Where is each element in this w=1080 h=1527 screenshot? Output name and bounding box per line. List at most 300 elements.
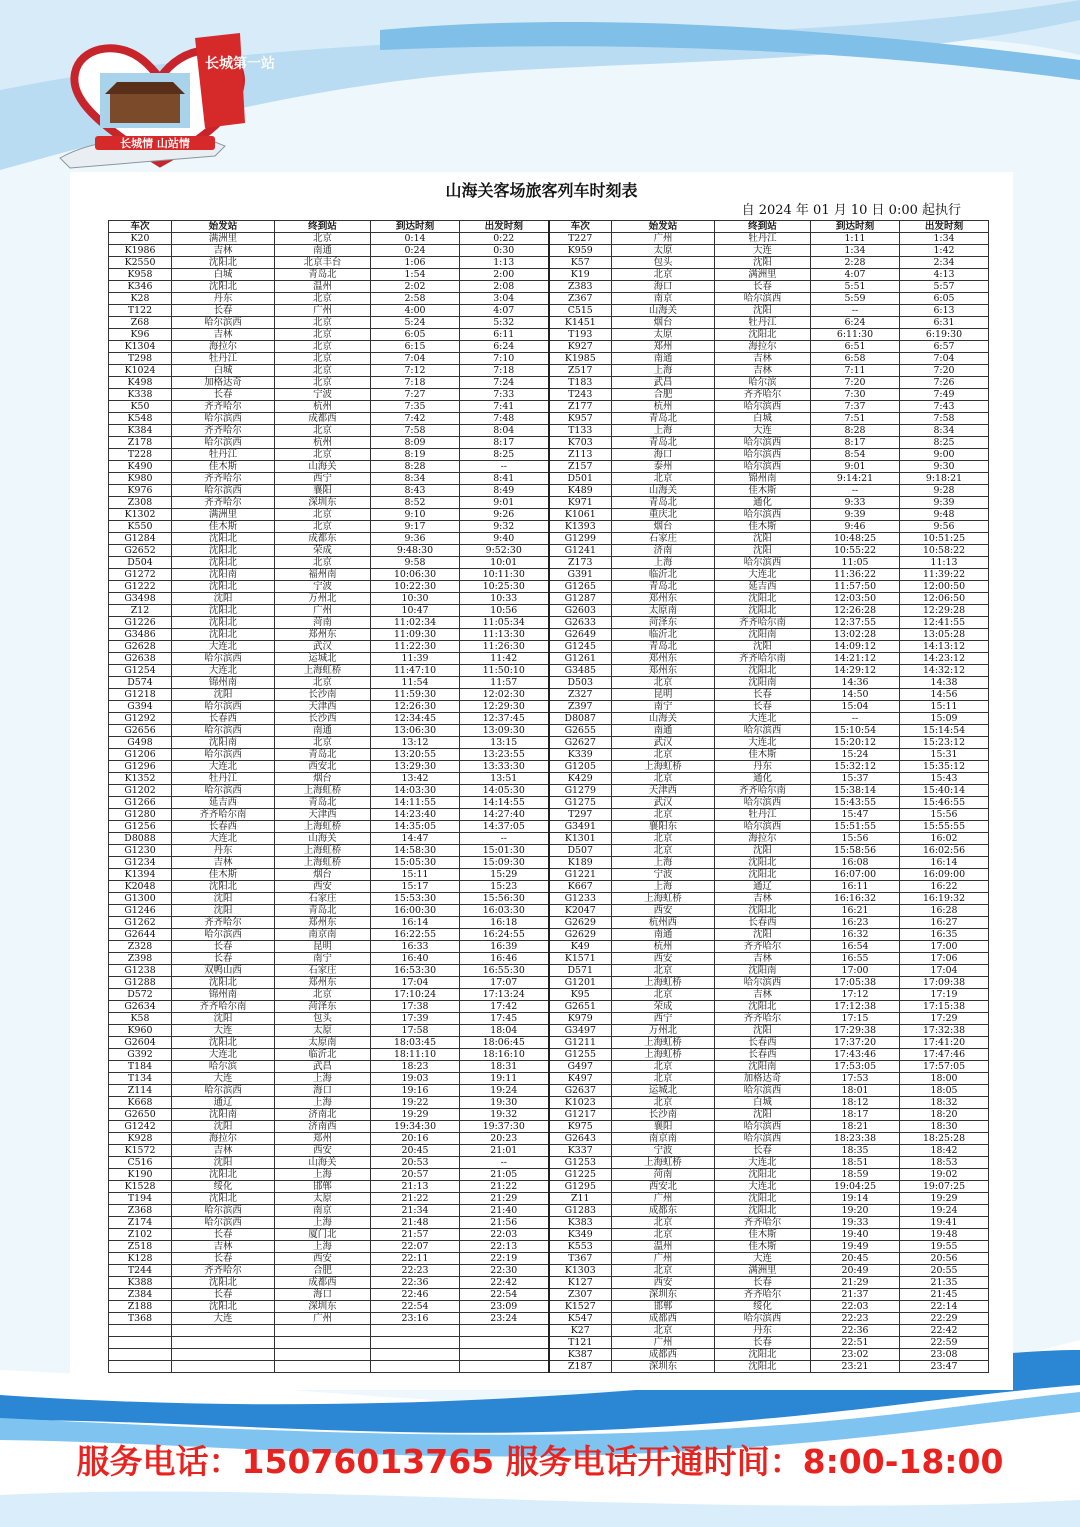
table-cell: 2:00 (460, 269, 549, 281)
table-cell: 北京 (275, 449, 371, 461)
table-row (109, 569, 989, 581)
table-cell: 北京 (612, 749, 715, 761)
table-cell: 齐齐哈尔 (172, 917, 275, 929)
table-cell: 6:57 (900, 341, 989, 353)
table-cell: 白城 (715, 1097, 811, 1109)
table-cell: 18:30 (900, 1121, 989, 1133)
table-cell: 齐齐哈尔 (715, 941, 811, 953)
table-cell: 17:12 (811, 989, 900, 1001)
table-cell: G1230 (109, 845, 172, 857)
table-cell: 17:29 (900, 1013, 989, 1025)
table-cell: 沈阳北 (172, 617, 275, 629)
table-cell: 10:47 (371, 605, 460, 617)
table-cell: 19:55 (900, 1241, 989, 1253)
table-cell: 沈阳北 (172, 1193, 275, 1205)
table-cell: 21:34 (371, 1205, 460, 1217)
table-cell: G1292 (109, 713, 172, 725)
table-cell: K1985 (549, 353, 612, 365)
table-cell: 海口 (275, 1289, 371, 1301)
table-cell: 15:35:12 (900, 761, 989, 773)
table-cell: K1393 (549, 521, 612, 533)
table-cell (109, 1349, 172, 1361)
table-cell: 沈阳 (715, 1109, 811, 1121)
page-title: 山海关客场旅客列车时刻表 (445, 181, 638, 200)
table-cell: 18:59 (811, 1169, 900, 1181)
table-cell: 18:03:45 (371, 1037, 460, 1049)
table-cell: K497 (549, 1073, 612, 1085)
table-cell: G3485 (549, 665, 612, 677)
table-cell: 成都西 (275, 1277, 371, 1289)
table-cell: 8:54 (811, 449, 900, 461)
table-cell: 山海关 (612, 485, 715, 497)
table-cell: 16:46 (460, 953, 549, 965)
table-cell: 沈阳 (715, 257, 811, 269)
table-cell: 7:04 (900, 353, 989, 365)
table-cell: G1211 (549, 1037, 612, 1049)
table-row (109, 521, 989, 533)
table-cell: 18:04 (460, 1025, 549, 1037)
table-cell: 长沙南 (612, 1109, 715, 1121)
table-cell: 北京 (275, 317, 371, 329)
table-cell: 杭州 (275, 401, 371, 413)
table-cell: Z398 (109, 953, 172, 965)
table-cell: 22:30 (460, 1265, 549, 1277)
table-cell: 16:35 (900, 929, 989, 941)
table-cell: 15:11 (900, 701, 989, 713)
table-cell: Z157 (549, 461, 612, 473)
table-cell: 16:11 (811, 881, 900, 893)
table-cell: 9:39 (811, 509, 900, 521)
table-row (109, 1241, 989, 1253)
table-cell: 22:36 (811, 1325, 900, 1337)
table-row (109, 509, 989, 521)
table-cell: 15:43:55 (811, 797, 900, 809)
table-cell: 沈阳 (715, 641, 811, 653)
table-cell (275, 1349, 371, 1361)
table-cell: 16:54 (811, 941, 900, 953)
table-cell: 上海虹桥 (612, 893, 715, 905)
table-cell: 11:42 (460, 653, 549, 665)
table-cell: G1218 (109, 689, 172, 701)
table-cell: 齐齐哈尔 (715, 1289, 811, 1301)
table-cell: 齐齐哈尔 (715, 389, 811, 401)
table-cell: 烟台 (612, 521, 715, 533)
table-cell: 15:09:30 (460, 857, 549, 869)
column-header: 出发时刻 (900, 221, 989, 233)
table-cell: 佳木斯 (715, 521, 811, 533)
table-cell: 18:16:10 (460, 1049, 549, 1061)
service-phone-banner: 服务电话：15076013765 服务电话开通时间：8:00-18:00 (76, 1442, 1004, 1481)
table-cell: G1283 (549, 1205, 612, 1217)
table-cell: 南通 (612, 929, 715, 941)
column-header: 终到站 (715, 221, 811, 233)
table-cell: 18:32 (900, 1097, 989, 1109)
table-row (109, 533, 989, 545)
table-cell: G1201 (549, 977, 612, 989)
table-cell: 长春 (715, 701, 811, 713)
table-cell: 14:03:30 (371, 785, 460, 797)
table-cell: 郑州东 (612, 653, 715, 665)
table-cell: 海拉尔 (715, 833, 811, 845)
table-cell: 11:36:22 (811, 569, 900, 581)
table-cell: K958 (109, 269, 172, 281)
table-cell: 天津西 (275, 701, 371, 713)
table-cell: 12:03:50 (811, 593, 900, 605)
table-cell: 19:34:30 (371, 1121, 460, 1133)
table-cell: 长沙西 (275, 713, 371, 725)
table-cell: 18:31 (460, 1061, 549, 1073)
table-cell: 长春 (715, 281, 811, 293)
table-cell: 21:56 (460, 1217, 549, 1229)
table-cell: G1234 (109, 857, 172, 869)
table-cell: 菏泽东 (612, 617, 715, 629)
table-cell: 长春西 (715, 917, 811, 929)
table-cell: 齐齐哈尔南 (172, 809, 275, 821)
column-header: 始发站 (612, 221, 715, 233)
table-cell: 青岛北 (612, 497, 715, 509)
table-cell: 17:04 (371, 977, 460, 989)
table-cell: 临沂北 (612, 569, 715, 581)
table-cell: 上海虹桥 (612, 761, 715, 773)
table-cell: 14:47 (371, 833, 460, 845)
table-cell: G391 (549, 569, 612, 581)
table-cell: 菏南 (612, 1169, 715, 1181)
table-cell: 6:19:30 (900, 329, 989, 341)
table-cell: K548 (109, 413, 172, 425)
table-cell: 19:22 (371, 1097, 460, 1109)
table-cell: T194 (109, 1193, 172, 1205)
table-cell: K498 (109, 377, 172, 389)
table-row (109, 449, 989, 461)
table-cell: 温州 (275, 281, 371, 293)
table-cell: 18:25:28 (900, 1133, 989, 1145)
table-cell: 满洲里 (172, 233, 275, 245)
table-cell: T133 (549, 425, 612, 437)
table-cell: 11:59:30 (371, 689, 460, 701)
table-row (109, 473, 989, 485)
table-cell: 12:37:55 (811, 617, 900, 629)
table-cell: 19:04:25 (811, 1181, 900, 1193)
table-cell: 7:37 (811, 401, 900, 413)
table-row (109, 869, 989, 881)
column-header: 到达时刻 (371, 221, 460, 233)
table-cell: K1571 (549, 953, 612, 965)
table-cell: 万州北 (275, 593, 371, 605)
table-cell: 青岛北 (275, 797, 371, 809)
table-cell: G2649 (549, 629, 612, 641)
table-cell: 上海 (275, 1217, 371, 1229)
table-cell: 大连北 (715, 569, 811, 581)
table-cell: T122 (109, 305, 172, 317)
table-cell: 16:55:30 (460, 965, 549, 977)
table-cell: 宁波 (612, 1145, 715, 1157)
table-cell: K429 (549, 773, 612, 785)
table-cell: 北京 (275, 557, 371, 569)
table-cell: 郑州东 (612, 593, 715, 605)
table-cell: K553 (549, 1241, 612, 1253)
effective-date: 自 2024 年 01 月 10 日 0:00 起执行 (741, 203, 961, 218)
table-cell: 3:04 (460, 293, 549, 305)
table-cell: 13:20:55 (371, 749, 460, 761)
table-cell: 18:23:38 (811, 1133, 900, 1145)
table-cell: 19:20 (811, 1205, 900, 1217)
table-cell: 16:55 (811, 953, 900, 965)
table-cell: 北京 (612, 1097, 715, 1109)
table-cell: 大连北 (172, 761, 275, 773)
table-cell: 青岛北 (612, 641, 715, 653)
timetable (108, 220, 989, 1373)
table-cell: 19:29 (900, 1193, 989, 1205)
table-cell: 21:45 (900, 1289, 989, 1301)
table-cell: 烟台 (612, 317, 715, 329)
table-cell: 8:52 (371, 497, 460, 509)
table-cell: 石家庄 (275, 965, 371, 977)
table-row (109, 1061, 989, 1073)
table-cell: 沈阳北 (172, 1037, 275, 1049)
table-cell: 13:15 (460, 737, 549, 749)
table-cell: 哈尔滨 (715, 377, 811, 389)
table-cell: G392 (109, 1049, 172, 1061)
table-cell: 哈尔滨西 (172, 1205, 275, 1217)
table-cell: 济南西 (275, 1121, 371, 1133)
table-cell: 16:07:00 (811, 869, 900, 881)
table-cell: 7:24 (460, 377, 549, 389)
table-cell: 吉林 (715, 365, 811, 377)
table-row (109, 1169, 989, 1181)
table-cell: G1245 (549, 641, 612, 653)
table-cell: Z368 (109, 1205, 172, 1217)
table-cell: 牡丹江 (172, 773, 275, 785)
table-cell: 长春 (715, 689, 811, 701)
table-cell: 襄阳 (275, 485, 371, 497)
table-cell: K28 (109, 293, 172, 305)
table-cell: 13:06:30 (371, 725, 460, 737)
table-cell: 郑州东 (275, 629, 371, 641)
table-cell: 佳木斯 (715, 1241, 811, 1253)
table-cell: 17:53 (811, 1073, 900, 1085)
table-cell: 成都西 (612, 1313, 715, 1325)
table-cell: G3498 (109, 593, 172, 605)
table-cell: G1272 (109, 569, 172, 581)
station-logo (55, 28, 275, 178)
table-row (109, 365, 989, 377)
table-cell: 北京 (612, 269, 715, 281)
table-cell: 白城 (172, 269, 275, 281)
table-cell: 7:48 (460, 413, 549, 425)
table-cell: 北京 (275, 377, 371, 389)
table-cell: 22:51 (811, 1337, 900, 1349)
table-cell: G1202 (109, 785, 172, 797)
table-cell: 17:10:24 (371, 989, 460, 1001)
table-cell: G1241 (549, 545, 612, 557)
table-cell: Z327 (549, 689, 612, 701)
table-row (109, 677, 989, 689)
table-cell: 21:35 (900, 1277, 989, 1289)
table-cell: 长春西 (715, 1049, 811, 1061)
table-cell: 15:32:12 (811, 761, 900, 773)
table-cell: 9:39 (900, 497, 989, 509)
table-cell: 19:41 (900, 1217, 989, 1229)
table-cell: 15:05:30 (371, 857, 460, 869)
table-cell: 沈阳北 (715, 1205, 811, 1217)
table-cell: K960 (109, 1025, 172, 1037)
table-cell: 哈尔滨西 (172, 653, 275, 665)
table-cell: 16:39 (460, 941, 549, 953)
table-cell: K1303 (549, 1265, 612, 1277)
table-cell: 沈阳北 (172, 257, 275, 269)
table-cell: 8:34 (371, 473, 460, 485)
table-cell: 济南 (612, 545, 715, 557)
table-cell: 郑州东 (275, 977, 371, 989)
table-cell: 17:06 (900, 953, 989, 965)
table-row (109, 1205, 989, 1217)
table-cell: 7:20 (811, 377, 900, 389)
table-cell: Z188 (109, 1301, 172, 1313)
table-cell: 长春西 (172, 713, 275, 725)
table-cell: K2550 (109, 257, 172, 269)
table-cell: 北京 (612, 1073, 715, 1085)
table-cell: 7:42 (371, 413, 460, 425)
table-cell: 山海关 (275, 1157, 371, 1169)
table-cell: 临沂北 (612, 629, 715, 641)
table-cell: K928 (109, 1133, 172, 1145)
table-cell: K971 (549, 497, 612, 509)
table-cell: K1572 (109, 1145, 172, 1157)
table-cell: 22:03 (811, 1301, 900, 1313)
table-cell: 2:58 (371, 293, 460, 305)
table-cell: 16:27 (900, 917, 989, 929)
table-cell: 沈阳 (715, 845, 811, 857)
table-cell: 22:23 (371, 1265, 460, 1277)
table-cell: 22:23 (811, 1313, 900, 1325)
table-cell: 武昌 (612, 377, 715, 389)
table-cell: 北京 (275, 989, 371, 1001)
table-cell: 加格达奇 (172, 377, 275, 389)
table-cell: 11:50:10 (460, 665, 549, 677)
table-cell: 16:32 (811, 929, 900, 941)
table-cell: 22:13 (460, 1241, 549, 1253)
table-cell: 锦州南 (715, 473, 811, 485)
table-cell: 青岛北 (612, 581, 715, 593)
table-cell: T298 (109, 353, 172, 365)
table-cell: Z384 (109, 1289, 172, 1301)
table-cell: 8:49 (460, 485, 549, 497)
table-row (109, 941, 989, 953)
table-cell: 哈尔滨西 (172, 413, 275, 425)
table-cell: 北京 (612, 1061, 715, 1073)
table-cell: 14:23:12 (900, 653, 989, 665)
table-cell: 10:22:30 (371, 581, 460, 593)
table-cell: K927 (549, 341, 612, 353)
table-cell: 1:34 (900, 233, 989, 245)
table-cell: 11:57:50 (811, 581, 900, 593)
table-cell: 17:41:20 (900, 1037, 989, 1049)
table-cell: 22:42 (460, 1277, 549, 1289)
table-cell: 17:32:38 (900, 1025, 989, 1037)
table-cell: 7:41 (460, 401, 549, 413)
table-cell: 合肥 (612, 389, 715, 401)
table-cell: K1352 (109, 773, 172, 785)
table-cell: 大连北 (715, 713, 811, 725)
table-cell: 19:11 (460, 1073, 549, 1085)
table-cell: 北京 (612, 965, 715, 977)
table-cell: K2048 (109, 881, 172, 893)
table-row (109, 1217, 989, 1229)
table-cell: 18:06:45 (460, 1037, 549, 1049)
table-row (109, 1265, 989, 1277)
table-cell: G394 (109, 701, 172, 713)
table-cell: 9:46 (811, 521, 900, 533)
table-cell: 17:29:38 (811, 1025, 900, 1037)
table-cell: D8088 (109, 833, 172, 845)
table-cell: 菏南 (275, 617, 371, 629)
table-cell (460, 1325, 549, 1337)
table-cell: G1217 (549, 1109, 612, 1121)
table-cell: -- (811, 713, 900, 725)
table-cell: Z174 (109, 1217, 172, 1229)
table-cell: 哈尔滨西 (172, 1085, 275, 1097)
table-cell: 5:32 (460, 317, 549, 329)
table-cell: 17:57:05 (900, 1061, 989, 1073)
table-cell: K1527 (549, 1301, 612, 1313)
table-row (109, 1301, 989, 1313)
table-cell: 长春 (715, 1145, 811, 1157)
table-cell: 7:12 (371, 365, 460, 377)
table-cell: 大连北 (172, 833, 275, 845)
table-cell: 齐齐哈尔南 (715, 785, 811, 797)
table-row (109, 581, 989, 593)
table-cell: 大连 (172, 1025, 275, 1037)
table-cell: 佳木斯 (172, 869, 275, 881)
column-header: 始发站 (172, 221, 275, 233)
table-row (109, 845, 989, 857)
table-cell: 杭州 (275, 437, 371, 449)
table-cell: T134 (109, 1073, 172, 1085)
table-cell: 20:23 (460, 1133, 549, 1145)
table-cell: G1206 (109, 749, 172, 761)
table-row (109, 1229, 989, 1241)
table-cell: 14:37:05 (460, 821, 549, 833)
table-cell: 哈尔滨西 (715, 1121, 811, 1133)
table-cell: 0:24 (371, 245, 460, 257)
table-cell: T228 (109, 449, 172, 461)
table-cell: 海口 (612, 449, 715, 461)
table-cell: 海拉尔 (172, 341, 275, 353)
table-cell: 北京 (275, 353, 371, 365)
table-cell: 16:23 (811, 917, 900, 929)
table-cell: 海拉尔 (172, 1133, 275, 1145)
table-cell: 大连北 (172, 665, 275, 677)
table-cell: 18:17 (811, 1109, 900, 1121)
table-cell: 南京南 (275, 929, 371, 941)
table-cell: 22:36 (371, 1277, 460, 1289)
table-cell: 16:19:32 (900, 893, 989, 905)
table-cell: 18:05 (900, 1085, 989, 1097)
table-cell (371, 1361, 460, 1373)
table-cell: 14:13:12 (900, 641, 989, 653)
table-cell: 沈阳 (172, 593, 275, 605)
table-cell: 18:21 (811, 1121, 900, 1133)
table-cell: 南京南 (612, 1133, 715, 1145)
table-cell: 长春西 (172, 821, 275, 833)
table-cell: 7:58 (371, 425, 460, 437)
table-cell: 7:18 (460, 365, 549, 377)
table-cell: 上海 (275, 1073, 371, 1085)
table-cell: K349 (549, 1229, 612, 1241)
table-cell: 西安 (275, 1145, 371, 1157)
table-cell: 上海虹桥 (275, 857, 371, 869)
table-cell: 9:33 (811, 497, 900, 509)
